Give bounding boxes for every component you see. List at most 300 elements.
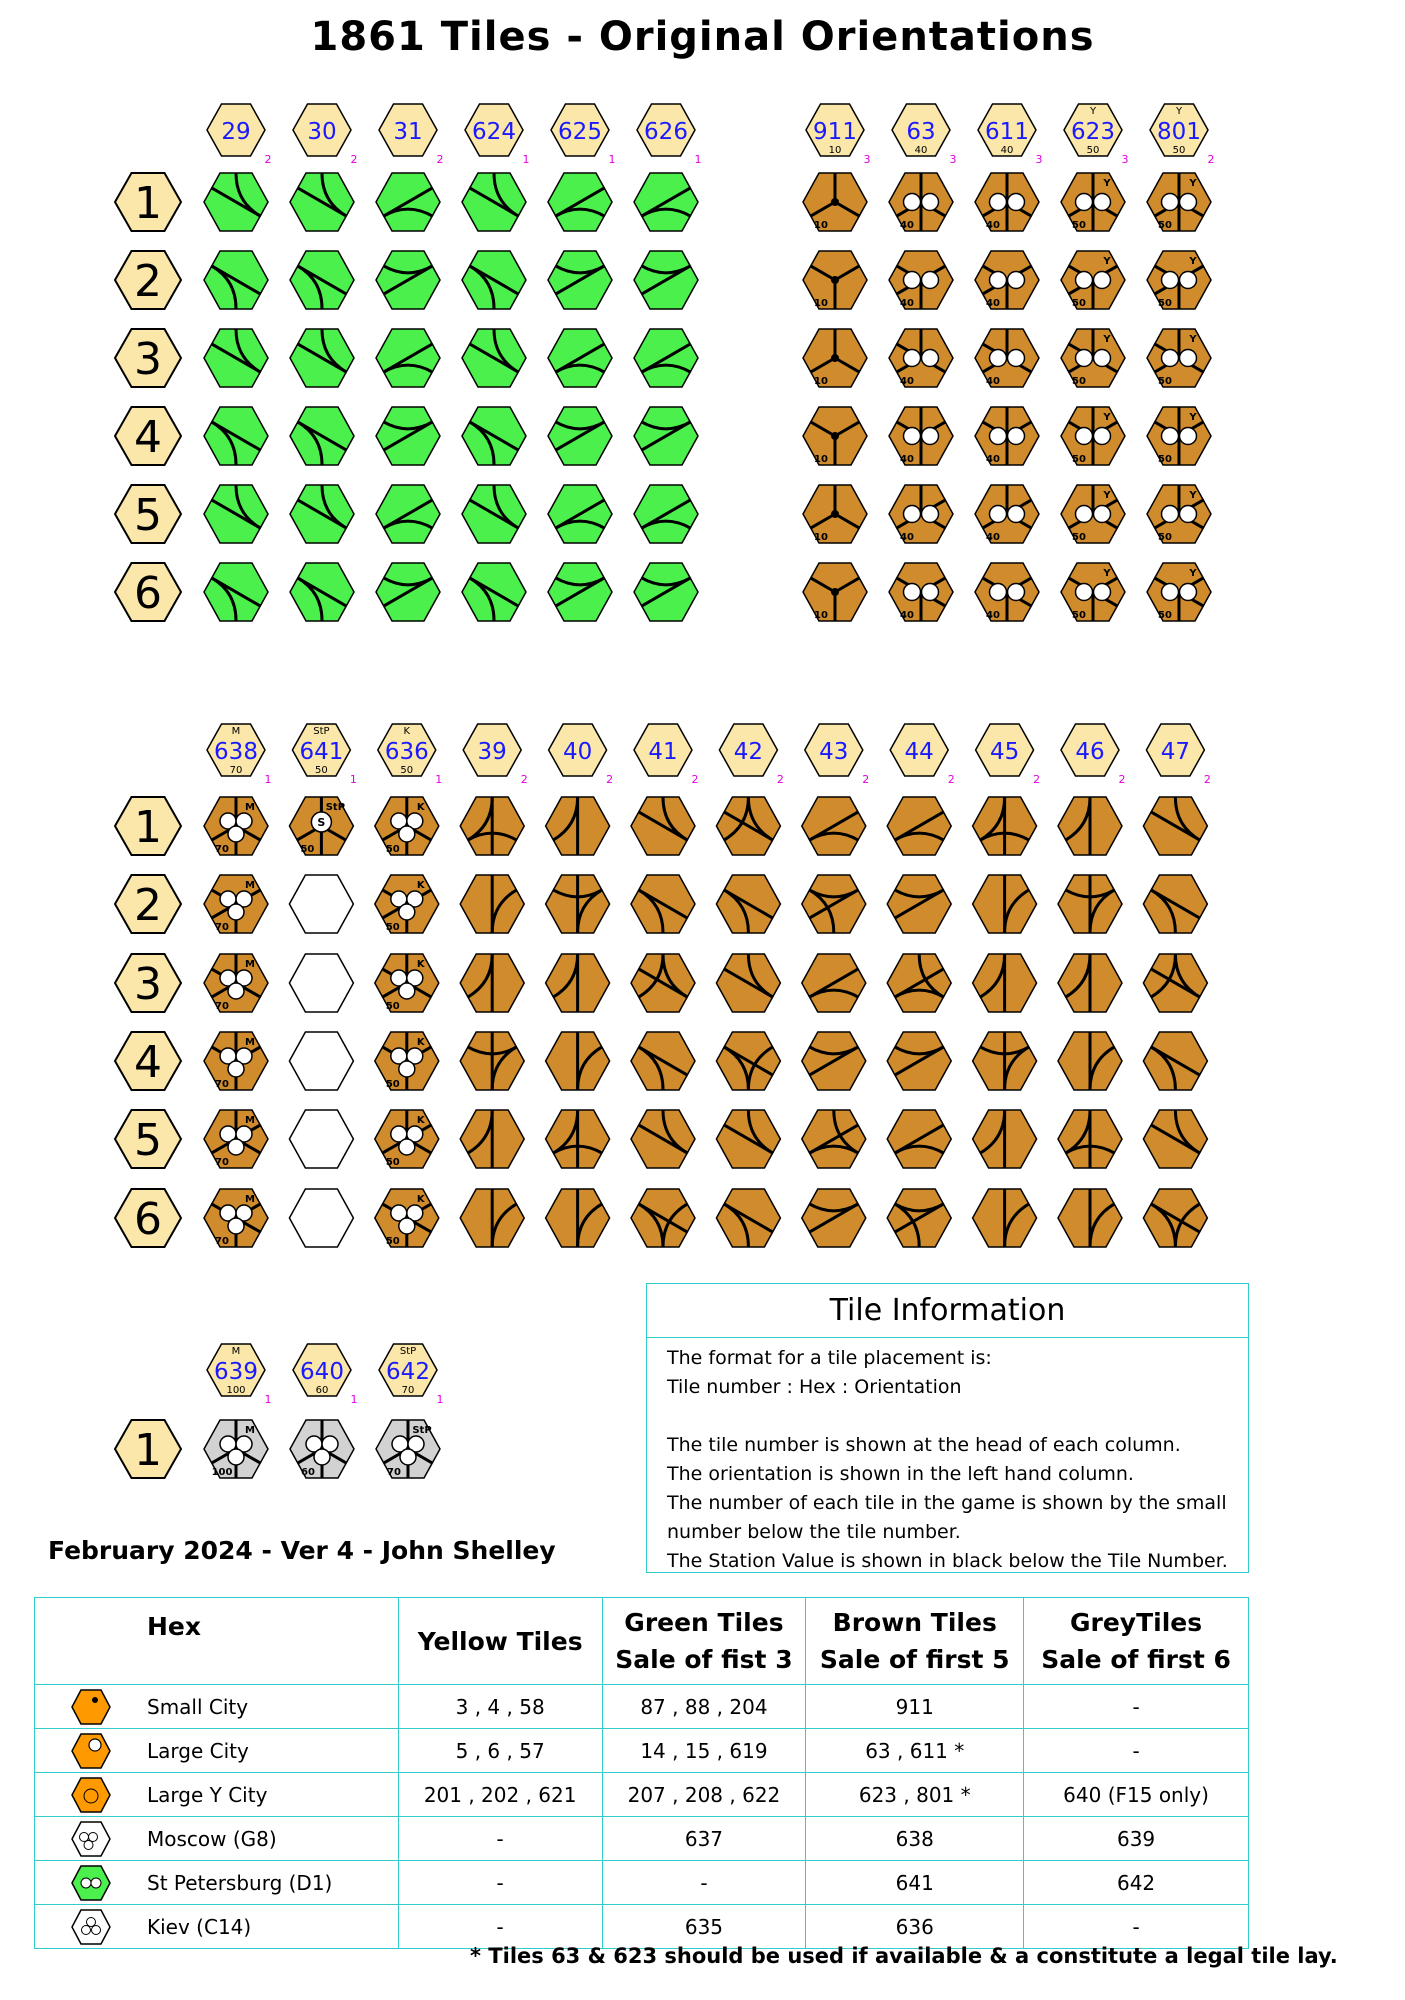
city-station (904, 506, 921, 523)
tile-header (379, 1344, 444, 1406)
city-station (1180, 506, 1197, 523)
tile-number: 626 (644, 119, 688, 145)
tile-header (890, 724, 955, 786)
tile-orientation (289, 1189, 353, 1247)
tile-orientation (548, 329, 617, 394)
orientation-number: 2 (134, 880, 162, 931)
tile-orientation (716, 1189, 780, 1247)
station-value: 40 (986, 610, 1000, 621)
tile-orientation (290, 485, 354, 543)
cell-grey: - (1024, 1685, 1249, 1729)
tile-number: 640 (300, 1359, 344, 1385)
tile-orientation (460, 875, 524, 933)
cell-grey: - (1024, 1905, 1249, 1949)
city-station (314, 1449, 330, 1465)
tile-count: 2 (436, 153, 444, 166)
tile-count: 2 (606, 773, 614, 786)
tile-orientation (543, 400, 612, 465)
station-value: 50 (1158, 298, 1172, 309)
tile-number: 641 (299, 739, 344, 765)
city-label: M (245, 1425, 255, 1436)
tile-orientation (803, 407, 867, 465)
city-station (990, 428, 1007, 445)
city-label: M (245, 1194, 255, 1205)
tile-orientation (543, 244, 612, 309)
cell-brown: 636 (806, 1905, 1024, 1949)
tile-city-label: M (231, 1346, 241, 1357)
tile-header (1150, 104, 1215, 166)
tile-orientation (460, 1189, 524, 1247)
tile-orientation (204, 797, 268, 855)
cell-brown: 63 , 611 * (806, 1729, 1024, 1773)
footnote: * Tiles 63 & 623 should be used if available & a constitute a legal tile lay. (470, 1944, 1338, 1968)
tile-orientation (802, 954, 871, 1019)
info-line-blank (667, 1402, 1248, 1431)
small-city-dot (831, 198, 839, 206)
tile-city-label: StP (399, 1346, 417, 1357)
row-name-text: Small City (147, 1694, 249, 1719)
header-green (602, 1598, 806, 1685)
city-label: K (416, 1037, 425, 1048)
tile-orientation (204, 478, 273, 543)
city-station (1094, 428, 1111, 445)
station-value: 10 (814, 610, 828, 621)
tile-orientation (975, 173, 1039, 231)
tile-orientation (1053, 1110, 1122, 1175)
tile-orientation (1143, 1103, 1212, 1168)
cell-green: 207 , 208 , 622 (602, 1773, 806, 1817)
station-value: 10 (814, 532, 828, 543)
tile-orientation (716, 875, 780, 933)
city-station (904, 272, 921, 289)
tile-orientation (973, 875, 1037, 933)
tile-count: 2 (264, 153, 272, 166)
tile-number: 625 (558, 119, 602, 145)
city-station (1076, 428, 1093, 445)
tile-header (976, 724, 1041, 786)
station-value: 50 (385, 922, 400, 933)
city-station (1162, 428, 1179, 445)
tile-orientation (634, 485, 703, 550)
station-value: 100 (211, 1467, 233, 1478)
city-station (922, 584, 939, 601)
tile-orientation (289, 1032, 353, 1090)
orientation-number: 1 (134, 1425, 162, 1476)
tile-orientation (970, 322, 1044, 394)
tile-orientation (376, 485, 445, 550)
orientation-label (115, 875, 181, 933)
tile-orientation (290, 407, 354, 465)
city-station (990, 194, 1007, 211)
tile-orientation (973, 1189, 1037, 1247)
tile-orientation (973, 1032, 1037, 1090)
row-name (35, 1861, 399, 1905)
tile-orientation (634, 173, 703, 238)
station-value: 70 (215, 1001, 229, 1012)
city-station (228, 1139, 244, 1155)
tile-orientation (462, 329, 526, 387)
tile-count: 1 (436, 1393, 444, 1406)
header-grey (1024, 1598, 1249, 1685)
station-value: 10 (814, 376, 828, 387)
tile-information-heading: Tile Information (647, 1284, 1248, 1338)
city-label: K (416, 1115, 425, 1126)
tile-orientation (371, 244, 440, 309)
tile-orientation (462, 485, 526, 543)
header-brown (806, 1598, 1024, 1685)
city-station (1180, 272, 1197, 289)
tile-orientation (1053, 797, 1122, 862)
tile-number: 639 (214, 1359, 258, 1385)
tile-number: 623 (1071, 119, 1115, 145)
tile-header (1146, 724, 1211, 786)
tile-number: 45 (989, 739, 1020, 765)
tile-header (378, 724, 443, 786)
tile-count: 1 (264, 1393, 272, 1406)
city-station (1180, 350, 1197, 367)
header-hex: Hex (35, 1598, 399, 1685)
tile-orientation (887, 1110, 956, 1175)
tile-orientation (460, 797, 524, 855)
cell-brown: 641 (806, 1861, 1024, 1905)
tile-orientation (716, 1110, 780, 1168)
station-value: 40 (900, 376, 914, 387)
tile-city-label: Y (1175, 106, 1183, 117)
city-station (1008, 272, 1025, 289)
tile-orientation (1147, 173, 1211, 231)
station-value: 50 (385, 844, 400, 855)
tile-orientation (289, 797, 353, 855)
orientation-label (115, 563, 181, 621)
row-name-text: Kiev (C14) (147, 1914, 252, 1939)
station-value: 40 (986, 298, 1000, 309)
orientation-label (115, 251, 181, 309)
header-grey-title: GreyTiles (1069, 1608, 1203, 1637)
tile-station-value: 100 (226, 1385, 246, 1396)
city-label: Y (1189, 334, 1197, 345)
tile-orientation (460, 1110, 524, 1168)
tile-orientation (634, 329, 703, 394)
tile-station-value: 50 (1086, 145, 1100, 156)
tile-orientation (1138, 947, 1212, 1018)
header-green-subtitle: Sale of fist 3 (615, 1645, 793, 1674)
tile-header (551, 104, 616, 166)
orientation-number: 4 (134, 1037, 162, 1088)
tile-orientation (973, 954, 1037, 1012)
tile-orientation (462, 407, 526, 465)
tile-header (978, 104, 1043, 166)
tile-orientation (462, 251, 526, 309)
tile-city-label: Y (1089, 106, 1097, 117)
tile-header (719, 724, 784, 786)
station-value: 50 (1072, 298, 1086, 309)
tile-orientation (370, 1103, 444, 1175)
station-value: 40 (986, 532, 1000, 543)
orientation-label (115, 1420, 181, 1478)
city-station (228, 826, 244, 842)
tile-orientation (370, 947, 444, 1019)
tile-header (806, 104, 871, 166)
page-title: 1861 Tiles - Original Orientations (310, 14, 1095, 60)
city-label: Y (1103, 256, 1111, 267)
cell-brown: 911 (806, 1685, 1024, 1729)
small-city-dot (831, 432, 839, 440)
tile-orientation (462, 563, 526, 621)
tile-orientation (716, 1032, 780, 1090)
row-name (35, 1905, 399, 1949)
tile-orientation (716, 954, 780, 1012)
tile-orientation (543, 556, 612, 621)
tile-orientation (1058, 1182, 1127, 1247)
tile-orientation (716, 797, 780, 855)
city-station (1076, 194, 1093, 211)
tile-count: 2 (1118, 773, 1126, 786)
city-label: K (416, 959, 425, 970)
city-label: M (245, 1115, 255, 1126)
city-station (1180, 584, 1197, 601)
tile-orientation (546, 1182, 615, 1247)
city-label: M (245, 1037, 255, 1048)
tile-number: 30 (307, 119, 337, 145)
orientation-number: 2 (134, 256, 162, 307)
city-station (904, 584, 921, 601)
city-station (1008, 506, 1025, 523)
tile-header (805, 724, 870, 786)
tile-orientation (626, 875, 695, 940)
tile-orientation (289, 875, 353, 933)
city-label: Y (1103, 412, 1111, 423)
city-label: Y (1189, 568, 1197, 579)
city-station (1162, 272, 1179, 289)
city-station (1180, 428, 1197, 445)
orientation-label (115, 1110, 181, 1168)
tile-orientation (798, 485, 867, 550)
cell-green: 635 (602, 1905, 806, 1949)
tile-orientation (1056, 322, 1130, 394)
station-value: 10 (814, 298, 828, 309)
station-value: 50 (1072, 610, 1086, 621)
tile-number: 63 (906, 119, 936, 145)
station-value: 40 (900, 454, 914, 465)
tile-orientation (798, 556, 867, 621)
orientation-number: 5 (134, 490, 162, 541)
tile-orientation (460, 954, 524, 1012)
station-value: 50 (1072, 220, 1086, 231)
tile-orientation (1138, 1032, 1207, 1097)
tile-orientation (376, 329, 445, 394)
tile-header (637, 104, 702, 166)
orientation-number: 3 (134, 334, 162, 385)
city-station (399, 1139, 415, 1155)
hex-upgrade-table (34, 1597, 1249, 1949)
tile-orientation (797, 1182, 866, 1247)
cell-yellow: 3 , 4 , 58 (398, 1685, 602, 1729)
kiev-icon (71, 1908, 111, 1946)
tile-count: 1 (694, 153, 702, 166)
header-green-title: Green Tiles (624, 1608, 784, 1637)
tile-number: 638 (214, 739, 258, 765)
cell-green: 87 , 88 , 204 (602, 1685, 806, 1729)
tile-count: 3 (863, 153, 871, 166)
city-station (922, 428, 939, 445)
tile-orientation (797, 868, 871, 939)
station-value: 50 (1158, 376, 1172, 387)
city-station (228, 1061, 244, 1077)
city-station (399, 1061, 415, 1077)
tile-header (463, 724, 528, 786)
row-name (35, 1729, 399, 1773)
tile-header (207, 104, 272, 166)
tile-orientation (803, 329, 872, 394)
city-station (399, 904, 415, 920)
station-value: 50 (1158, 610, 1172, 621)
tile-orientation (1056, 556, 1130, 628)
tile-information-panel (646, 1283, 1249, 1573)
large-y-city-icon (71, 1776, 111, 1814)
tile-orientation (884, 556, 958, 628)
station-value: 10 (814, 454, 828, 465)
tile-orientation (204, 166, 273, 231)
tile-orientation (629, 556, 698, 621)
tile-count: 3 (1121, 153, 1129, 166)
cell-grey: 640 (F15 only) (1024, 1773, 1249, 1817)
city-station (1094, 272, 1111, 289)
tile-orientation (975, 407, 1039, 465)
tile-header (465, 104, 530, 166)
tile-orientation (370, 1182, 444, 1254)
tile-header (379, 104, 444, 166)
tile-orientation (1142, 322, 1216, 394)
tile-header (549, 724, 614, 786)
tile-orientation (970, 556, 1044, 628)
tile-orientation (204, 322, 273, 387)
orientation-label (115, 1189, 181, 1247)
city-label: M (245, 959, 255, 970)
tile-count: 2 (1203, 773, 1211, 786)
tile-header (293, 104, 358, 166)
cell-grey: 639 (1024, 1817, 1249, 1861)
orientation-number: 6 (134, 568, 162, 619)
tile-orientation (376, 173, 445, 238)
tile-orientation (199, 868, 273, 940)
orientation-number: 5 (134, 1115, 162, 1166)
tile-orientation (462, 173, 526, 231)
city-station (399, 1218, 415, 1234)
row-name (35, 1685, 399, 1729)
tile-header (1061, 724, 1126, 786)
tile-orientation (199, 1182, 273, 1254)
station-value: 60 (301, 1467, 315, 1478)
station-value: 10 (814, 220, 828, 231)
tile-count: 1 (435, 773, 443, 786)
info-line: The tile number is shown at the head of each column. (667, 1434, 1181, 1456)
tile-orientation (1053, 954, 1122, 1019)
station-value: 40 (900, 532, 914, 543)
tile-number: 40 (562, 739, 593, 765)
large-city-icon (71, 1732, 111, 1770)
moscow-icon (71, 1820, 111, 1858)
info-line: Tile number : Hex : Orientation (667, 1376, 962, 1398)
tile-orientation (882, 1182, 951, 1247)
tile-orientation (626, 1182, 700, 1253)
tile-orientation (290, 251, 354, 309)
tile-orientation (797, 1025, 866, 1090)
city-station (1094, 584, 1111, 601)
st-petersburg-icon (71, 1864, 111, 1902)
tile-number: 642 (386, 1359, 430, 1385)
city-station (400, 1449, 416, 1465)
tile-orientation (970, 244, 1044, 316)
table-row (35, 1817, 1249, 1861)
table-row (35, 1685, 1249, 1729)
tile-orientation (1056, 244, 1130, 316)
tile-orientation (540, 1110, 609, 1175)
city-station (904, 428, 921, 445)
tile-header (1064, 104, 1129, 166)
tile-header (207, 1344, 272, 1406)
tile-count: 2 (520, 773, 528, 786)
orientation-number: 1 (134, 802, 162, 853)
tile-count: 3 (1035, 153, 1043, 166)
tile-count: 1 (349, 773, 357, 786)
station-value: 50 (1072, 532, 1086, 543)
info-line: The orientation is shown in the left hand column. (667, 1463, 1134, 1485)
tile-header (634, 724, 699, 786)
tile-orientation (1147, 407, 1211, 465)
station-value: 40 (900, 610, 914, 621)
tile-information-body (647, 1338, 1248, 1576)
tile-city-label: K (403, 726, 411, 737)
orientation-label (115, 485, 181, 543)
info-line: The Station Value is shown in black below the Tile Number. (667, 1550, 1228, 1572)
tile-city-label: StP (313, 726, 330, 737)
tile-orientation (548, 173, 617, 238)
tile-orientation (460, 1032, 524, 1090)
orientation-label (115, 407, 181, 465)
tile-number: 911 (813, 119, 857, 145)
cell-green: 14 , 15 , 619 (602, 1729, 806, 1773)
city-station (1076, 506, 1093, 523)
city-station (1162, 506, 1179, 523)
tile-orientation (540, 954, 609, 1019)
city-station (228, 904, 244, 920)
tile-number: 43 (819, 739, 849, 765)
row-name (35, 1817, 399, 1861)
city-station (922, 272, 939, 289)
table-header-row (35, 1598, 1249, 1685)
station-value: 40 (900, 298, 914, 309)
tile-orientation (1142, 556, 1216, 628)
tile-number: 46 (1075, 739, 1105, 765)
station-value: 70 (387, 1467, 401, 1478)
city-station (1094, 350, 1111, 367)
tile-number: 801 (1157, 119, 1201, 145)
tile-orientation (973, 797, 1037, 855)
table-row (35, 1773, 1249, 1817)
tile-orientation (973, 1110, 1037, 1168)
station-marker: S (317, 816, 326, 829)
tile-orientation (204, 1420, 268, 1478)
cell-grey: - (1024, 1729, 1249, 1773)
tile-hex (289, 1032, 353, 1090)
tile-number: 44 (904, 739, 934, 765)
tile-orientation (629, 244, 698, 309)
city-station (228, 1218, 244, 1234)
city-station (990, 584, 1007, 601)
city-label: Y (1103, 178, 1111, 189)
tile-orientation (889, 173, 953, 231)
station-value: 40 (986, 376, 1000, 387)
